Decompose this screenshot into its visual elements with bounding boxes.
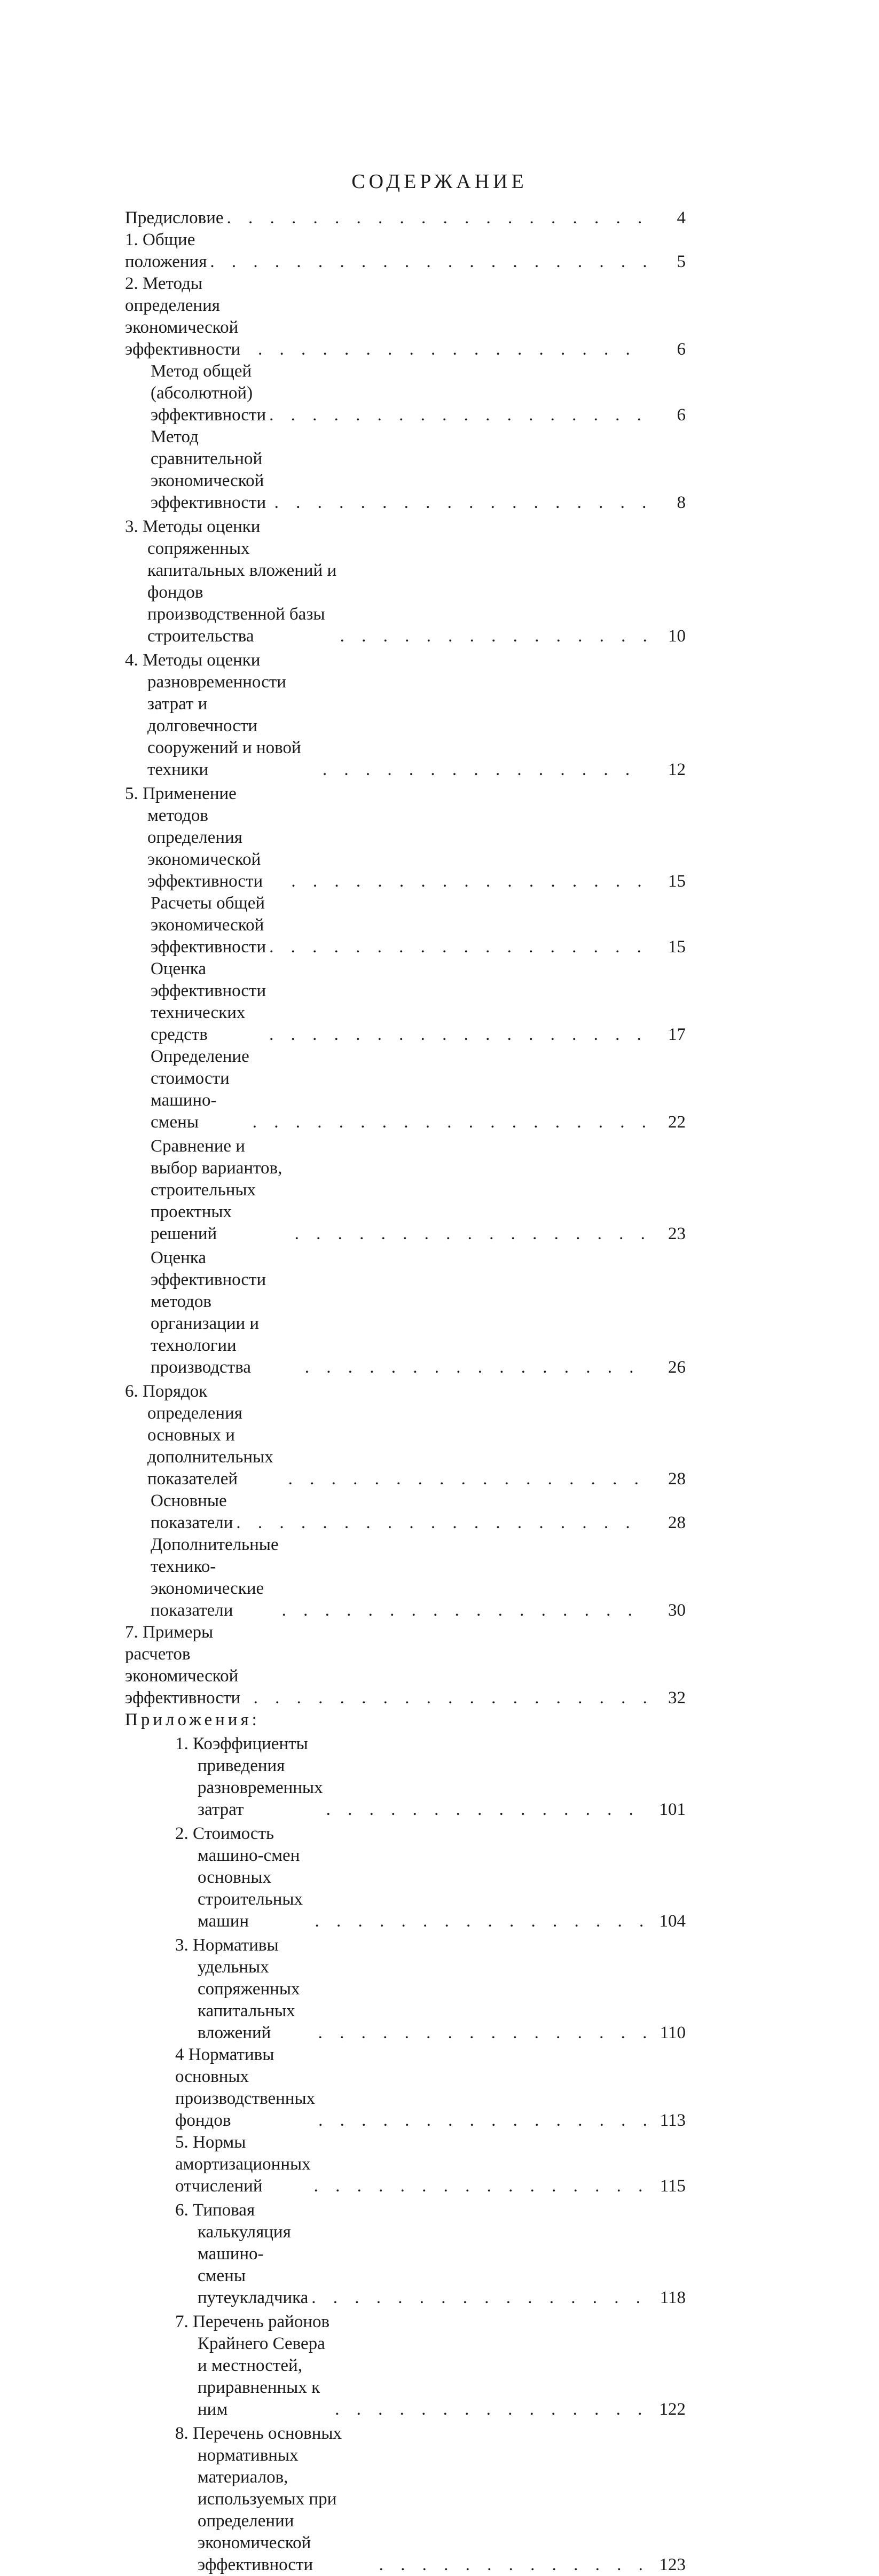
toc-entry-page: 26: [668, 1358, 686, 1377]
toc-entry-title: 6. Порядок определения основных и дополнительных показателей: [125, 1382, 273, 1489]
appendix-entry: [125, 1823, 686, 1932]
toc-entry: [125, 207, 686, 229]
toc-entry-title: 4. Методы оценки разновременности затрат и долговечности сооружений и новой техники: [125, 651, 301, 779]
toc-entry-page: 6: [677, 340, 686, 359]
toc-entry-title: 4 Нормативы основных производственных фондов: [175, 2045, 316, 2130]
leader-dots: [308, 2287, 647, 2309]
toc-subentry: [125, 1046, 686, 1133]
toc-entry-title: 8. Перечень основных нормативных материалов, используемых при определении экономической эффективности: [175, 2424, 342, 2574]
toc-entry-title: Основные показатели: [151, 1491, 233, 1532]
leader-dots: [319, 759, 647, 781]
toc-entry-title: 7. Перечень районов Крайнего Севера и местностей, приравненных к ним: [175, 2312, 330, 2419]
toc-entry-page: 8: [677, 493, 686, 512]
appendix-entry: [125, 1733, 686, 1821]
toc-entry-page: 6: [677, 405, 686, 425]
toc-entry-page: 23: [668, 1224, 686, 1243]
leader-dots: [292, 1223, 647, 1245]
leader-dots: [224, 207, 648, 229]
leader-dots: [311, 1911, 647, 1932]
table-of-contents: [125, 207, 686, 2576]
toc-entry: [125, 273, 686, 361]
toc-entry-title: 6. Типовая калькуляция машино-смены путеукладчика: [175, 2201, 309, 2307]
toc-entry-title: 5. Применение методов определения экономической эффективности: [125, 784, 263, 891]
toc-entry-page: 28: [668, 1513, 686, 1532]
leader-dots: [323, 1799, 647, 1821]
toc-entry-title: Метод сравнительной экономической эффективности: [151, 427, 266, 512]
toc-entry-page: 32: [668, 1688, 686, 1708]
toc-entry-page: 5: [677, 252, 686, 271]
toc-entry-page: 15: [668, 872, 686, 891]
toc-entry-page: 115: [660, 2176, 686, 2196]
toc-entry-page: 17: [668, 1025, 686, 1044]
leader-dots: [315, 2022, 647, 2044]
toc-entry: [125, 649, 686, 781]
appendix-entry: [125, 2311, 686, 2421]
toc-entry-title: Предисловие: [125, 208, 224, 228]
toc-entry-title: Дополнительные технико-экономические показатели: [151, 1535, 279, 1620]
toc-entry-title: 3. Методы оценки сопряженных капитальных вложений и фондов производственной базы строительства: [125, 517, 337, 646]
toc-entry-title: 3. Нормативы удельных сопряженных капитальных вложений: [175, 1936, 300, 2042]
leader-dots: [302, 1357, 647, 1379]
toc-entry-page: 30: [668, 1601, 686, 1620]
toc-subentry: [125, 1247, 686, 1379]
leader-dots: [288, 871, 647, 892]
toc-entry-page: 4: [677, 208, 686, 228]
appendix-entry: [125, 2199, 686, 2309]
toc-entry-page: 122: [659, 2400, 686, 2419]
toc-subentry: [125, 892, 686, 958]
page-title: СОДЕРЖАНИЕ: [351, 170, 528, 193]
appendix-entry: [125, 1935, 686, 2044]
leader-dots: [332, 2399, 647, 2421]
toc-entry: [125, 229, 686, 273]
toc-entry-title: Метод общей (абсолютной) эффективности: [151, 362, 266, 425]
toc-subentry: [125, 361, 686, 426]
toc-entry-page: 104: [659, 1912, 686, 1931]
appendices-heading-text: Приложения:: [125, 1710, 260, 1729]
toc-entry-title: Оценка эффективности методов организации и технологии производства: [151, 1248, 266, 1377]
toc-entry-title: Определение стоимости машино-смены: [151, 1047, 249, 1132]
leader-dots: [315, 2110, 647, 2132]
leader-dots: [337, 625, 647, 647]
appendices-heading: [125, 1709, 686, 1731]
toc-entry-title: Расчеты общей экономической эффективности: [151, 894, 266, 957]
toc-entry-page: 110: [660, 2023, 686, 2042]
leader-dots: [207, 251, 647, 273]
toc-entry-title: 5. Нормы амортизационных отчислений: [175, 2133, 311, 2196]
appendix-entry: [125, 2423, 686, 2576]
leader-dots: [311, 2175, 647, 2197]
appendix-entry: [125, 2132, 686, 2197]
toc-entry-page: 113: [660, 2111, 686, 2130]
toc-entry-page: 12: [668, 760, 686, 779]
toc-entry: [125, 783, 686, 892]
toc-entry-title: 2. Методы определения экономической эффективности: [125, 274, 241, 359]
leader-dots: [266, 404, 647, 426]
leader-dots: [233, 1512, 647, 1534]
toc-entry-title: 1. Коэффициенты приведения разновременных затрат: [175, 1734, 323, 1819]
leader-dots: [271, 492, 647, 514]
toc-entry-page: 15: [668, 937, 686, 957]
toc-entry: [125, 516, 686, 647]
toc-entry-page: 101: [659, 1800, 686, 1819]
toc-subentry: [125, 426, 686, 514]
toc-entry-page: 28: [668, 1469, 686, 1489]
leader-dots: [285, 1468, 647, 1490]
leader-dots: [255, 339, 647, 361]
toc-entry-title: 1. Общие положения: [125, 230, 207, 271]
leader-dots: [249, 1111, 647, 1133]
leader-dots: [266, 936, 647, 958]
toc-entry-title: 7. Примеры расчетов экономической эффективности: [125, 1623, 241, 1708]
toc-subentry: [125, 958, 686, 1046]
toc-entry: [125, 1622, 686, 1709]
leader-dots: [266, 1024, 647, 1046]
toc-subentry: [125, 1490, 686, 1534]
toc-entry-page: 22: [668, 1113, 686, 1132]
toc-entry-title: 2. Стоимость машино-смен основных строительных машин: [175, 1824, 303, 1931]
leader-dots: [376, 2554, 647, 2576]
toc-entry-page: 118: [660, 2288, 686, 2307]
toc-entry-title: Сравнение и выбор вариантов, строительных проектных решений: [151, 1137, 282, 1243]
leader-dots: [250, 1687, 647, 1709]
toc-subentry: [125, 1534, 686, 1622]
appendix-entry: [125, 2044, 686, 2132]
toc-entry-page: 123: [659, 2555, 686, 2574]
toc-entry: [125, 1381, 686, 1490]
toc-entry-title: Оценка эффективности технических средств: [151, 959, 266, 1044]
leader-dots: [279, 1600, 647, 1622]
toc-subentry: [125, 1136, 686, 1245]
toc-entry-page: 10: [668, 627, 686, 646]
